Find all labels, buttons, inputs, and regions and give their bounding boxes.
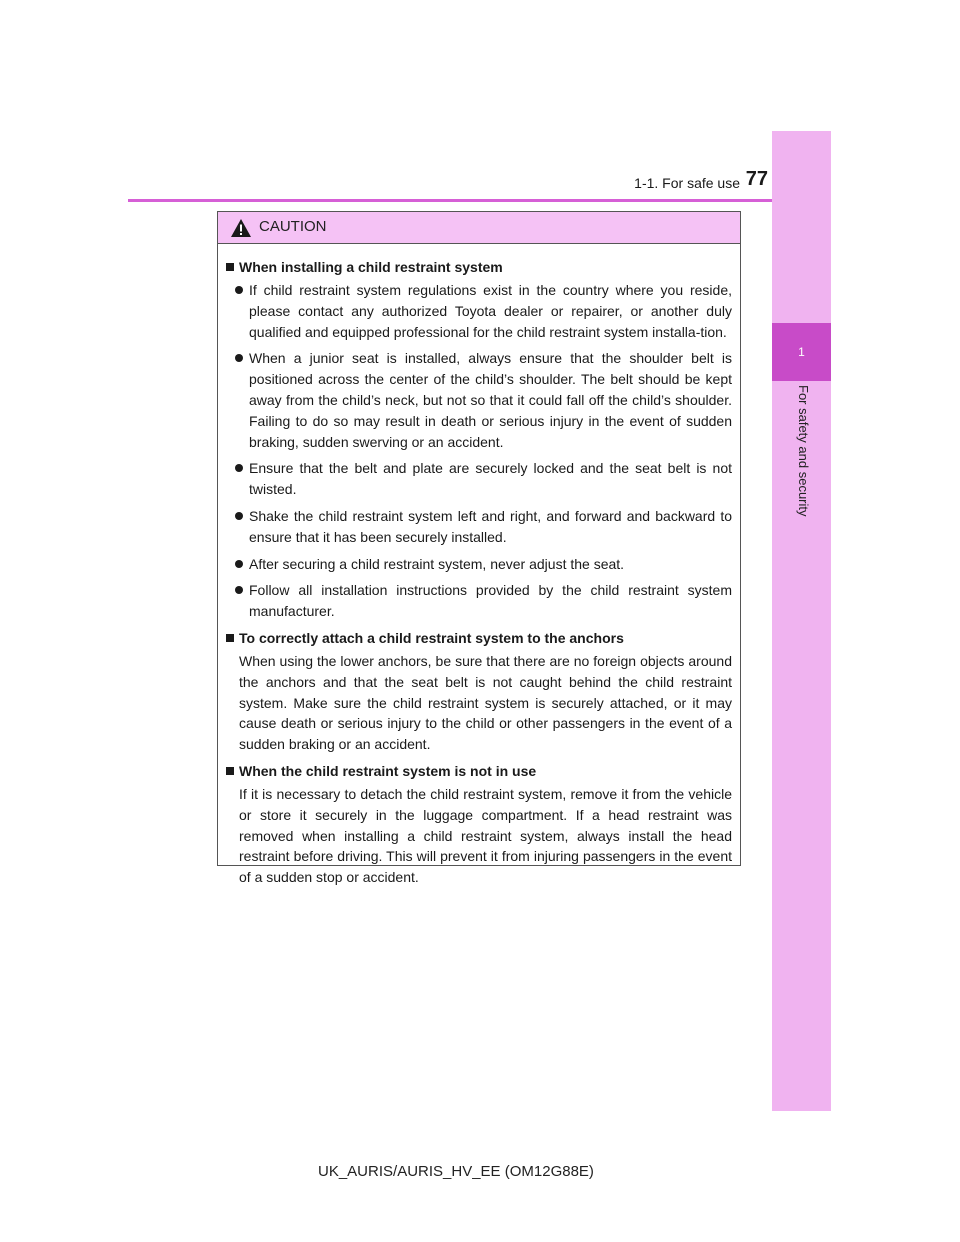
list-item: When a junior seat is installed, always ensure that the shoulder belt is positioned across the center of the child’s shoulder. The belt should be kept away from the child’s neck, but not so that it could fall off the child’s shoulder. Failing to do so may result in death or serious injury in the event of sudden braking, sudden swerving or an accident.	[226, 348, 732, 452]
square-bullet-icon	[226, 263, 234, 271]
bullet-icon	[235, 464, 243, 472]
bullet-icon	[235, 586, 243, 594]
page-number: 77	[745, 168, 768, 190]
section-heading-text: When installing a child restraint system	[239, 259, 503, 275]
warning-triangle-icon	[230, 218, 252, 238]
caution-title: CAUTION	[259, 218, 327, 235]
bullet-icon	[235, 354, 243, 362]
list-item: Follow all installation instructions provided by the child restraint system manufacturer.	[226, 580, 732, 622]
list-item: If child restraint system regulations exist in the country where you reside, please contact any authorized Toyota dealer or repairer, or another duly qualified and equipped professional for the child restraint system installa-tion.	[226, 280, 732, 342]
list-item: After securing a child restraint system, never adjust the seat.	[226, 554, 732, 575]
square-bullet-icon	[226, 767, 234, 775]
section-heading-text: When the child restraint system is not in use	[239, 762, 537, 779]
section-title: 1-1. For safe use	[634, 175, 740, 191]
section-heading	[226, 628, 732, 648]
section-paragraph: If it is necessary to detach the child restraint system, remove it from the vehicle or store it securely in the luggage compartment. If a head restraint was removed when installing a child restraint system, always install the head restraint before driving. This will prevent it from injuring passengers in the event of a sudden stop or accident.	[239, 785, 732, 886]
section-paragraph: When using the lower anchors, be sure that there are no foreign objects around the anchors and that the seat belt is not caught behind the child restraint system. Make sure the child restraint system is securely attached, or it may cause death or serious injury to the child or other passengers in the event of a sudden braking or an accident.	[239, 652, 732, 753]
caution-box	[217, 211, 741, 886]
section-heading	[226, 761, 732, 781]
header-rule	[128, 199, 831, 202]
bullet-icon	[235, 560, 243, 568]
square-bullet-icon	[226, 634, 234, 642]
caution-header	[218, 212, 740, 244]
bullet-icon	[235, 512, 243, 520]
document-code: UK_AURIS/AURIS_HV_EE (OM12G88E)	[318, 1163, 594, 1180]
chapter-title: For safety and security	[796, 385, 811, 517]
chapter-number-tab[interactable]: 1	[772, 323, 831, 381]
section-heading-text: To correctly attach a child restraint system to the anchors	[239, 629, 624, 646]
chapter-side-tab	[772, 131, 831, 1111]
section-heading	[226, 257, 732, 277]
list-item: Shake the child restraint system left and right, and forward and backward to ensure that it has been securely installed.	[226, 506, 732, 548]
caution-body	[218, 244, 740, 888]
list-item: Ensure that the belt and plate are securely locked and the seat belt is not twisted.	[226, 458, 732, 500]
bullet-icon	[235, 286, 243, 294]
